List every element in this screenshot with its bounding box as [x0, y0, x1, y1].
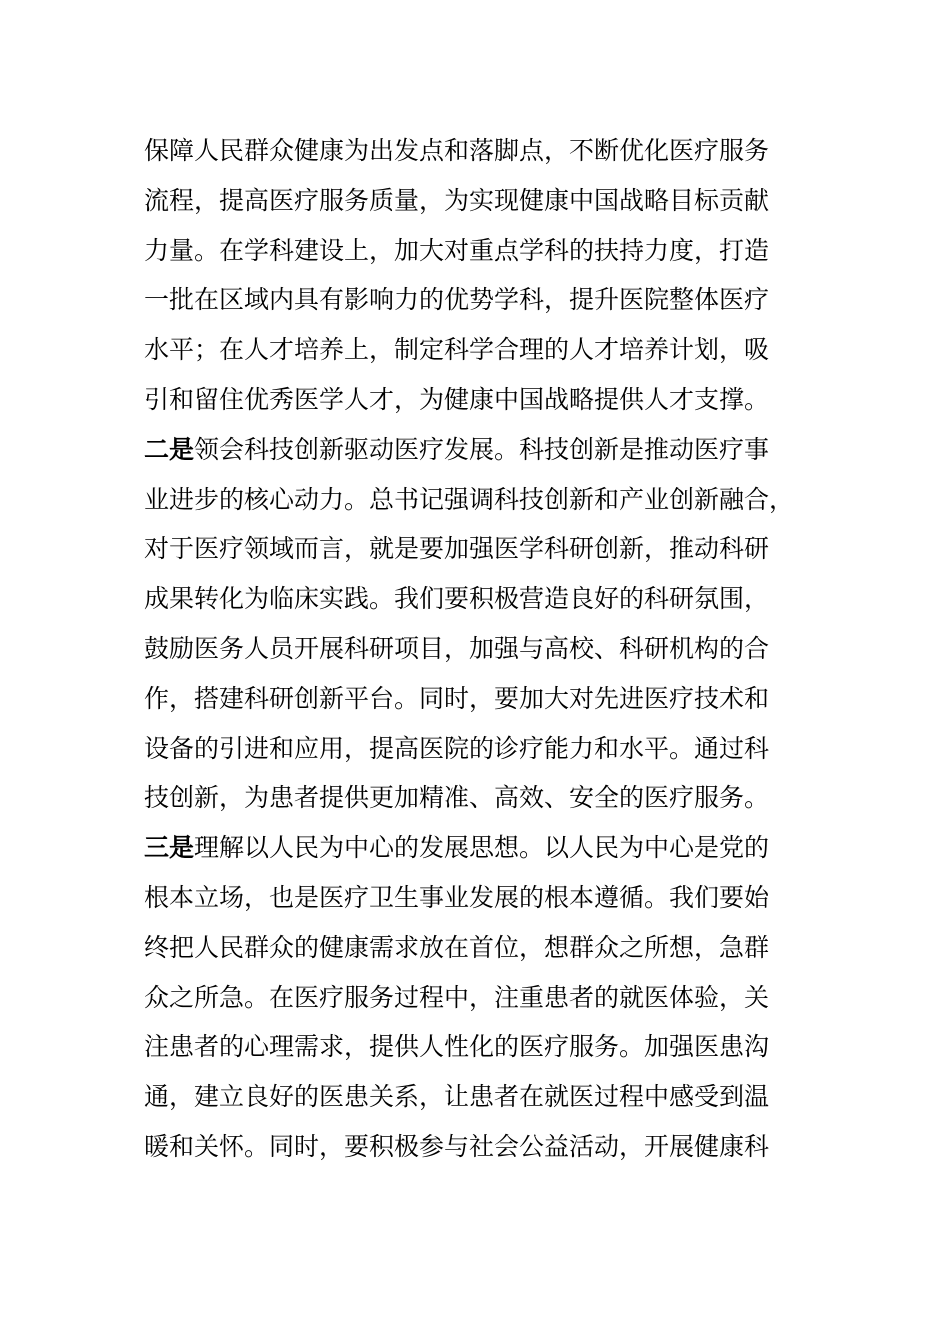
line-text: 技创新，为患者提供更加精准、高效、安全的医疗服务。: [144, 783, 770, 813]
line-text: 一批在区域内具有影响力的优势学科，提升医院整体医疗: [144, 285, 770, 315]
line-text: 力量。在学科建设上，加大对重点学科的扶持力度，打造: [144, 235, 770, 265]
line-text: 终把人民群众的健康需求放在首位，想群众之所想，急群: [144, 932, 770, 962]
text-line: [144, 325, 824, 375]
line-text: 引和留住优秀医学人才，为健康中国战略提供人才支撑。: [144, 384, 770, 414]
text-line: [144, 724, 824, 774]
text-line: [144, 226, 824, 276]
text-line: [144, 1022, 824, 1072]
body-text: [144, 126, 824, 1172]
line-text: 众之所急。在医疗服务过程中，注重患者的就医体验，关: [144, 982, 770, 1012]
line-text: 成果转化为临床实践。我们要积极营造良好的科研氛围，: [144, 584, 770, 614]
line-text: 注患者的心理需求，提供人性化的医疗服务。加强医患沟: [144, 1032, 770, 1062]
text-line: [144, 674, 824, 724]
line-text: 领会科技创新驱动医疗发展。科技创新是推动医疗事: [194, 434, 770, 464]
text-line: [144, 176, 824, 226]
line-text: 水平；在人才培养上，制定科学合理的人才培养计划，吸: [144, 335, 770, 365]
text-line: [144, 873, 824, 923]
line-text: 对于医疗领域而言，就是要加强医学科研创新，推动科研: [144, 534, 770, 564]
bold-lead-phrase: 三是: [144, 833, 195, 863]
text-line: [144, 425, 824, 475]
text-line: [144, 126, 824, 176]
text-line: [144, 973, 824, 1023]
text-line: [144, 375, 824, 425]
bold-lead-phrase: 二是: [144, 434, 195, 464]
text-line: [144, 773, 824, 823]
text-line: [144, 1122, 824, 1172]
line-text: 保障人民群众健康为出发点和落脚点，不断优化医疗服务: [144, 136, 770, 165]
line-text: 流程，提高医疗服务质量，为实现健康中国战略目标贡献: [144, 185, 770, 215]
text-line: [144, 574, 824, 624]
line-text: 理解以人民为中心的发展思想。以人民为中心是党的: [194, 833, 770, 863]
line-text: 设备的引进和应用，提高医院的诊疗能力和水平。通过科: [144, 733, 770, 763]
text-line: [144, 524, 824, 574]
text-line: [144, 475, 824, 525]
line-text: 作，搭建科研创新平台。同时，要加大对先进医疗技术和: [144, 683, 770, 713]
text-line: [144, 1072, 824, 1122]
text-line: [144, 923, 824, 973]
line-text: 根本立场，也是医疗卫生事业发展的根本遵循。我们要始: [144, 882, 770, 912]
line-text: 业进步的核心动力。总书记强调科技创新和产业创新融合，: [144, 484, 795, 514]
text-line: [144, 823, 824, 873]
line-text: 暖和关怀。同时，要积极参与社会公益活动，开展健康科: [144, 1131, 770, 1161]
text-line: [144, 275, 824, 325]
text-line: [144, 624, 824, 674]
line-text: 鼓励医务人员开展科研项目，加强与高校、科研机构的合: [144, 633, 770, 663]
line-text: 通，建立良好的医患关系，让患者在就医过程中感受到温: [144, 1082, 770, 1112]
